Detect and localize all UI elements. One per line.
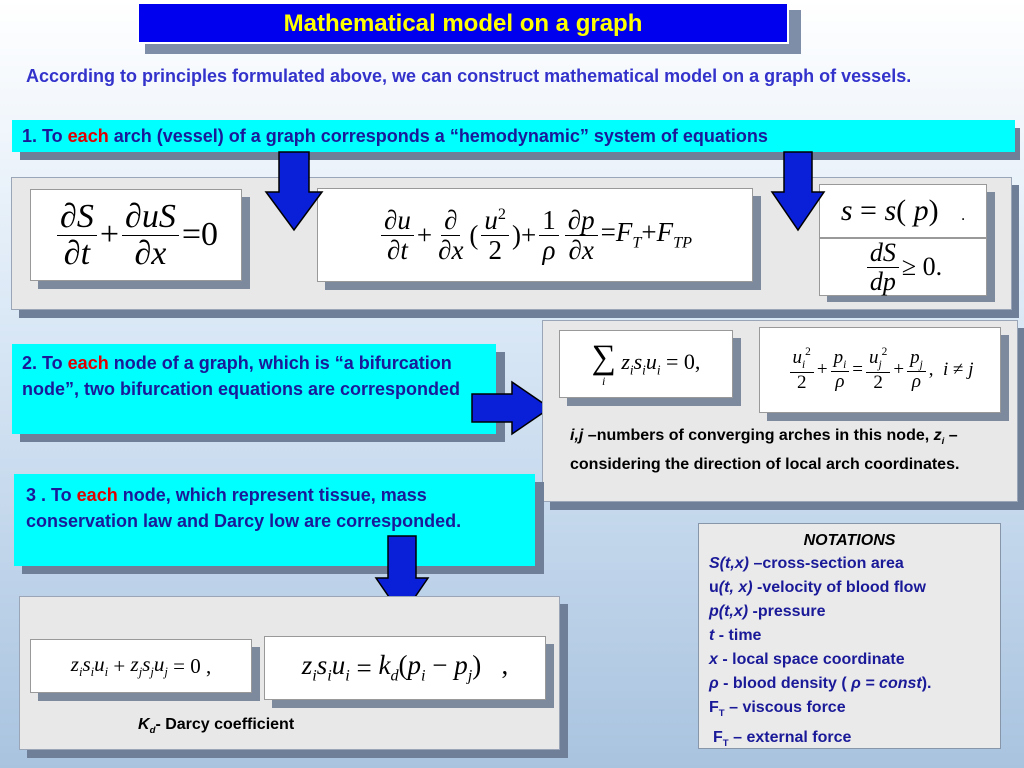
notations-box bbox=[698, 523, 1001, 749]
section3-each: each bbox=[76, 485, 118, 505]
down-arrow-1 bbox=[264, 150, 324, 232]
k-label: K bbox=[138, 716, 150, 733]
k-sub: d bbox=[149, 725, 156, 737]
notations-header: NOTATIONS bbox=[803, 532, 896, 549]
darcy-equation: $z_is_iu_i$ = $k_d$ $(p_i - p_j)$ , bbox=[264, 636, 546, 700]
state-equation: s = s( p) . bbox=[819, 184, 987, 238]
section3-prefix: 3 . To bbox=[26, 485, 77, 505]
section1-banner bbox=[12, 120, 1015, 152]
momentum-equation: $\frac{\partial u}{\partial t}$ + $\frac{\partial}{\partial x}$ ( $\frac{u^2}{2}$ )+ $\frac{1}{\rho}$ $\frac{\partial p}{\partial x}$ $=F_T+F_{TP}$ bbox=[317, 188, 753, 282]
right-arrow bbox=[470, 380, 552, 436]
section3-suffix: node, which represent tissue, mass conservation law and Darcy low are corresponded. bbox=[26, 485, 462, 531]
notation-time: t - time bbox=[709, 627, 762, 644]
notation-pressure: p(t,x) -pressure bbox=[709, 603, 826, 620]
ij-label: i,j bbox=[570, 427, 584, 444]
section2-box bbox=[12, 344, 496, 434]
mass-conservation-equation: $z_is_iu_i$ + $z_js_ju_j$ = 0 , bbox=[30, 639, 252, 693]
section1-suffix: arch (vessel) of a graph corresponds a “hemodynamic” system of equations bbox=[108, 126, 768, 146]
notation-area: S(t,x) –cross-section area bbox=[709, 555, 904, 572]
z-sub: i bbox=[941, 436, 945, 448]
z-label: z bbox=[933, 427, 942, 444]
section2-suffix: node of a graph, which is “a bifurcation node”, two bifurcation equations are corresponded bbox=[22, 353, 461, 399]
section1-prefix: 1. To bbox=[22, 126, 68, 146]
bernoulli-equation: $\frac{u_i^2}{2}$ + $\frac{p_i}{\rho}$ = $\frac{u_j^2}{2}$ + $\frac{p_j}{\rho}$ , i ≠ j bbox=[759, 327, 1001, 413]
page-title: Mathematical model on a graph bbox=[137, 2, 789, 44]
section2-prefix: 2. To bbox=[22, 353, 68, 373]
intro-text: According to principles formulated above, we can construct mathematical model on a graph of vessels. bbox=[26, 66, 912, 86]
note-text1: –numbers of converging arches in this node, bbox=[583, 427, 934, 444]
notation-viscous: $F_T$ – viscous force bbox=[709, 699, 846, 720]
section2-each: each bbox=[67, 353, 109, 373]
notation-external: $F_T$ – external force bbox=[713, 729, 852, 750]
notation-space: x - local space coordinate bbox=[709, 651, 905, 668]
flux-balance-equation: ∑ i $z_is_iu_i = 0$, bbox=[559, 330, 733, 398]
note-text2: – considering the direction of local arch coordinates. bbox=[570, 427, 960, 474]
section3-box bbox=[14, 474, 535, 566]
continuity-equation: $\frac{\partial S}{\partial t}$ + $\frac{\partial uS}{\partial x}$ =0 bbox=[30, 189, 242, 281]
down-arrow-2 bbox=[770, 150, 826, 232]
darcy-note bbox=[138, 716, 294, 736]
notation-density: ρ - blood density ( ρ = const). bbox=[709, 675, 932, 692]
bifurcation-note bbox=[570, 424, 990, 476]
section1-each: each bbox=[67, 126, 109, 146]
notation-velocity: u(t, x) -velocity of blood flow bbox=[709, 579, 926, 596]
compliance-condition: $\frac{dS}{dp}$ ≥ 0. bbox=[819, 238, 987, 296]
darcy-text: - Darcy coefficient bbox=[155, 716, 295, 733]
